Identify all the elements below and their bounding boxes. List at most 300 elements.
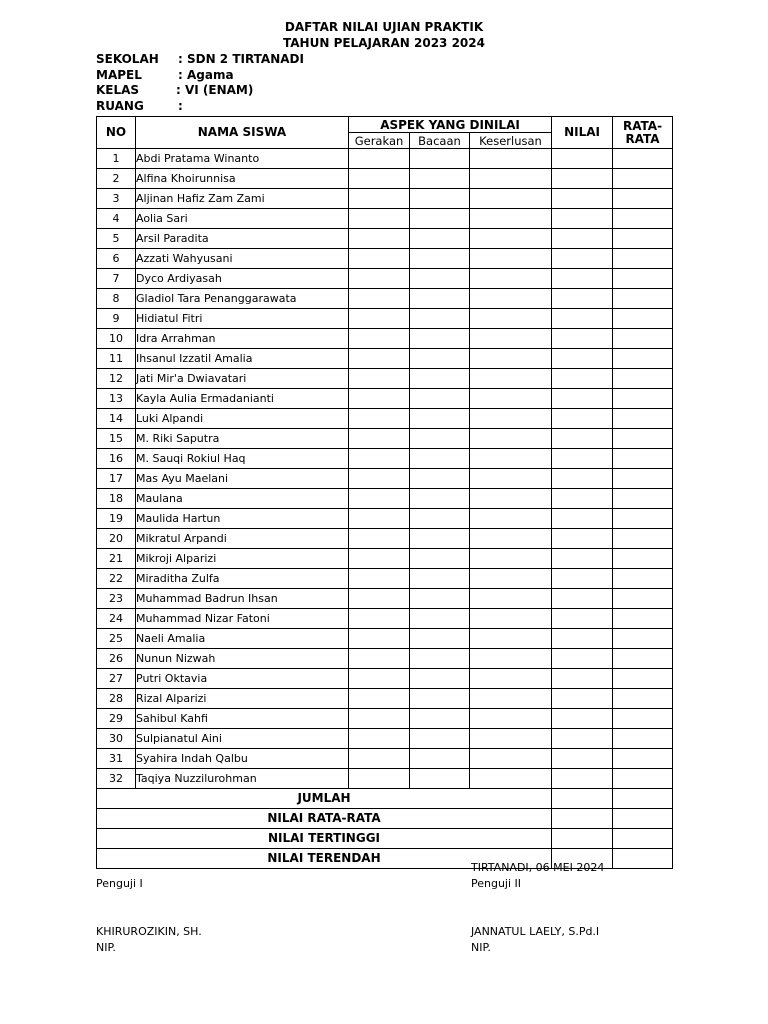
table-row <box>97 509 673 529</box>
summary-rata-rata <box>613 829 673 849</box>
score-nilai <box>552 229 613 249</box>
student-name: Ihsanul Izzatil Amalia <box>136 349 349 369</box>
score-keserlusan <box>470 589 552 609</box>
info-value: : SDN 2 TIRTANADI <box>178 52 304 66</box>
row-number: 12 <box>97 369 136 389</box>
student-name: Hidiatul Fitri <box>136 309 349 329</box>
summary-row <box>97 809 673 829</box>
score-gerakan <box>349 449 410 469</box>
info-label: RUANG <box>96 99 144 113</box>
student-name: Alfina Khoirunnisa <box>136 169 349 189</box>
place-date: TIRTANADI, 06 MEI 2024 <box>471 861 605 874</box>
row-number: 28 <box>97 689 136 709</box>
score-rata-rata <box>613 369 673 389</box>
student-name: Idra Arrahman <box>136 329 349 349</box>
table-row <box>97 489 673 509</box>
score-keserlusan <box>470 189 552 209</box>
score-gerakan <box>349 409 410 429</box>
score-bacaan <box>410 649 470 669</box>
score-bacaan <box>410 389 470 409</box>
column-header-aspek: ASPEK YANG DINILAI <box>349 117 552 133</box>
row-number: 17 <box>97 469 136 489</box>
score-gerakan <box>349 589 410 609</box>
row-number: 15 <box>97 429 136 449</box>
score-rata-rata <box>613 669 673 689</box>
score-nilai <box>552 489 613 509</box>
row-number: 24 <box>97 609 136 629</box>
row-number: 7 <box>97 269 136 289</box>
score-nilai <box>552 509 613 529</box>
student-name: Sahibul Kahfi <box>136 709 349 729</box>
row-number: 23 <box>97 589 136 609</box>
row-number: 27 <box>97 669 136 689</box>
score-rata-rata <box>613 389 673 409</box>
score-bacaan <box>410 189 470 209</box>
score-gerakan <box>349 269 410 289</box>
score-keserlusan <box>470 649 552 669</box>
row-number: 21 <box>97 549 136 569</box>
score-bacaan <box>410 729 470 749</box>
score-bacaan <box>410 669 470 689</box>
rata-line1: RATA- <box>622 118 663 133</box>
student-name: Miraditha Zulfa <box>136 569 349 589</box>
table-row <box>97 729 673 749</box>
score-nilai <box>552 629 613 649</box>
score-gerakan <box>349 669 410 689</box>
summary-rata-rata <box>613 809 673 829</box>
score-rata-rata <box>613 169 673 189</box>
row-number: 5 <box>97 229 136 249</box>
row-number: 26 <box>97 649 136 669</box>
score-gerakan <box>349 549 410 569</box>
score-gerakan <box>349 749 410 769</box>
score-nilai <box>552 589 613 609</box>
info-mapel <box>96 67 234 83</box>
student-name: Taqiya Nuzzilurohman <box>136 769 349 789</box>
score-gerakan <box>349 529 410 549</box>
summary-label: JUMLAH <box>97 789 552 809</box>
score-gerakan <box>349 629 410 649</box>
student-name: Mas Ayu Maelani <box>136 469 349 489</box>
score-gerakan <box>349 729 410 749</box>
table-row <box>97 269 673 289</box>
score-bacaan <box>410 269 470 289</box>
score-nilai <box>552 469 613 489</box>
student-name: Maulana <box>136 489 349 509</box>
score-bacaan <box>410 429 470 449</box>
score-keserlusan <box>470 709 552 729</box>
score-nilai <box>552 569 613 589</box>
examiner1-name: KHIRUROZIKIN, SH. <box>96 925 202 938</box>
score-nilai <box>552 749 613 769</box>
score-keserlusan <box>470 169 552 189</box>
score-nilai <box>552 329 613 349</box>
summary-nilai <box>552 809 613 829</box>
table-row <box>97 689 673 709</box>
table-row <box>97 149 673 169</box>
student-name: Muhammad Badrun Ihsan <box>136 589 349 609</box>
score-rata-rata <box>613 689 673 709</box>
score-nilai <box>552 609 613 629</box>
table-row <box>97 349 673 369</box>
table-row <box>97 289 673 309</box>
student-name: M. Riki Saputra <box>136 429 349 449</box>
column-header-no: NO <box>97 117 136 149</box>
score-rata-rata <box>613 549 673 569</box>
table-row <box>97 769 673 789</box>
score-keserlusan <box>470 209 552 229</box>
table-row <box>97 249 673 269</box>
score-keserlusan <box>470 429 552 449</box>
score-keserlusan <box>470 769 552 789</box>
score-rata-rata <box>613 629 673 649</box>
student-name: Mikratul Arpandi <box>136 529 349 549</box>
row-number: 18 <box>97 489 136 509</box>
score-keserlusan <box>470 509 552 529</box>
student-name: M. Sauqi Rokiul Haq <box>136 449 349 469</box>
student-name: Muhammad Nizar Fatoni <box>136 609 349 629</box>
score-gerakan <box>349 189 410 209</box>
student-name: Rizal Alparizi <box>136 689 349 709</box>
student-name: Azzati Wahyusani <box>136 249 349 269</box>
student-name: Jati Mir'a Dwiavatari <box>136 369 349 389</box>
score-keserlusan <box>470 409 552 429</box>
score-nilai <box>552 669 613 689</box>
score-nilai <box>552 149 613 169</box>
score-keserlusan <box>470 549 552 569</box>
summary-rata-rata <box>613 849 673 869</box>
table-row <box>97 629 673 649</box>
score-rata-rata <box>613 529 673 549</box>
score-rata-rata <box>613 249 673 269</box>
score-bacaan <box>410 769 470 789</box>
score-bacaan <box>410 589 470 609</box>
score-bacaan <box>410 509 470 529</box>
score-gerakan <box>349 769 410 789</box>
score-gerakan <box>349 509 410 529</box>
score-gerakan <box>349 249 410 269</box>
score-gerakan <box>349 709 410 729</box>
score-gerakan <box>349 169 410 189</box>
score-gerakan <box>349 609 410 629</box>
row-number: 10 <box>97 329 136 349</box>
examiner1-title: Penguji I <box>96 877 143 890</box>
score-nilai <box>552 709 613 729</box>
score-keserlusan <box>470 629 552 649</box>
score-keserlusan <box>470 609 552 629</box>
table-row <box>97 589 673 609</box>
info-ruang <box>96 98 183 114</box>
student-name: Naeli Amalia <box>136 629 349 649</box>
row-number: 30 <box>97 729 136 749</box>
grades-table <box>96 116 673 869</box>
student-name: Kayla Aulia Ermadanianti <box>136 389 349 409</box>
student-name: Arsil Paradita <box>136 229 349 249</box>
info-kelas <box>96 82 253 98</box>
score-nilai <box>552 409 613 429</box>
table-row <box>97 329 673 349</box>
score-rata-rata <box>613 189 673 209</box>
table-row <box>97 229 673 249</box>
score-gerakan <box>349 209 410 229</box>
score-keserlusan <box>470 249 552 269</box>
score-keserlusan <box>470 489 552 509</box>
row-number: 3 <box>97 189 136 209</box>
column-header-nama: NAMA SISWA <box>136 117 349 149</box>
summary-row <box>97 829 673 849</box>
score-bacaan <box>410 169 470 189</box>
score-keserlusan <box>470 449 552 469</box>
row-number: 22 <box>97 569 136 589</box>
score-bacaan <box>410 149 470 169</box>
student-name: Aolia Sari <box>136 209 349 229</box>
score-keserlusan <box>470 569 552 589</box>
row-number: 31 <box>97 749 136 769</box>
score-rata-rata <box>613 569 673 589</box>
score-gerakan <box>349 369 410 389</box>
score-keserlusan <box>470 269 552 289</box>
summary-rata-rata <box>613 789 673 809</box>
table-row <box>97 169 673 189</box>
examiner1-nip: NIP. <box>96 941 116 954</box>
table-row <box>97 709 673 729</box>
score-bacaan <box>410 489 470 509</box>
score-keserlusan <box>470 349 552 369</box>
score-keserlusan <box>470 469 552 489</box>
score-nilai <box>552 389 613 409</box>
row-number: 11 <box>97 349 136 369</box>
score-gerakan <box>349 429 410 449</box>
score-gerakan <box>349 349 410 369</box>
table-row <box>97 409 673 429</box>
rata-line2: RATA <box>625 131 660 146</box>
table-row <box>97 389 673 409</box>
score-rata-rata <box>613 609 673 629</box>
table-row <box>97 529 673 549</box>
score-keserlusan <box>470 729 552 749</box>
student-name: Nunun Nizwah <box>136 649 349 669</box>
row-number: 8 <box>97 289 136 309</box>
score-nilai <box>552 729 613 749</box>
score-nilai <box>552 189 613 209</box>
info-value: : VI (ENAM) <box>176 83 254 97</box>
score-gerakan <box>349 569 410 589</box>
score-bacaan <box>410 449 470 469</box>
row-number: 20 <box>97 529 136 549</box>
score-keserlusan <box>470 389 552 409</box>
row-number: 29 <box>97 709 136 729</box>
score-gerakan <box>349 309 410 329</box>
student-name: Dyco Ardiyasah <box>136 269 349 289</box>
row-number: 32 <box>97 769 136 789</box>
score-nilai <box>552 349 613 369</box>
score-rata-rata <box>613 469 673 489</box>
student-name: Aljinan Hafiz Zam Zami <box>136 189 349 209</box>
student-name: Sulpianatul Aini <box>136 729 349 749</box>
row-number: 16 <box>97 449 136 469</box>
examiner2-title: Penguji II <box>471 877 522 890</box>
score-nilai <box>552 649 613 669</box>
score-bacaan <box>410 289 470 309</box>
score-bacaan <box>410 529 470 549</box>
score-bacaan <box>410 569 470 589</box>
student-name: Abdi Pratama Winanto <box>136 149 349 169</box>
score-rata-rata <box>613 509 673 529</box>
score-keserlusan <box>470 529 552 549</box>
examiner2-name: JANNATUL LAELY, S.Pd.I <box>471 925 600 938</box>
score-rata-rata <box>613 409 673 429</box>
score-rata-rata <box>613 489 673 509</box>
score-gerakan <box>349 689 410 709</box>
column-header-nilai: NILAI <box>552 117 613 149</box>
student-name: Putri Oktavia <box>136 669 349 689</box>
score-rata-rata <box>613 149 673 169</box>
info-label: KELAS <box>96 83 140 97</box>
row-number: 4 <box>97 209 136 229</box>
document-subtitle: TAHUN PELAJARAN 2023 2024 <box>283 36 485 50</box>
score-keserlusan <box>470 289 552 309</box>
student-name: Gladiol Tara Penanggarawata <box>136 289 349 309</box>
score-rata-rata <box>613 269 673 289</box>
score-bacaan <box>410 349 470 369</box>
score-rata-rata <box>613 429 673 449</box>
score-gerakan <box>349 389 410 409</box>
score-rata-rata <box>613 289 673 309</box>
row-number: 9 <box>97 309 136 329</box>
summary-nilai <box>552 789 613 809</box>
score-bacaan <box>410 609 470 629</box>
student-name: Syahira Indah Qalbu <box>136 749 349 769</box>
score-bacaan <box>410 749 470 769</box>
score-bacaan <box>410 709 470 729</box>
table-row <box>97 669 673 689</box>
score-bacaan <box>410 309 470 329</box>
score-nilai <box>552 209 613 229</box>
info-label: SEKOLAH <box>96 52 159 66</box>
score-nilai <box>552 269 613 289</box>
score-nilai <box>552 289 613 309</box>
info-label: MAPEL <box>96 68 142 82</box>
score-rata-rata <box>613 589 673 609</box>
score-bacaan <box>410 549 470 569</box>
table-row <box>97 569 673 589</box>
score-gerakan <box>349 229 410 249</box>
score-nilai <box>552 249 613 269</box>
row-number: 14 <box>97 409 136 429</box>
document-title: DAFTAR NILAI UJIAN PRAKTIK <box>284 20 484 34</box>
score-nilai <box>552 549 613 569</box>
score-rata-rata <box>613 729 673 749</box>
score-bacaan <box>410 629 470 649</box>
score-rata-rata <box>613 769 673 789</box>
row-number: 19 <box>97 509 136 529</box>
summary-label: NILAI TERTINGGI <box>97 829 552 849</box>
score-bacaan <box>410 469 470 489</box>
score-nilai <box>552 449 613 469</box>
table-row <box>97 609 673 629</box>
score-gerakan <box>349 489 410 509</box>
info-sekolah <box>96 51 304 67</box>
score-nilai <box>552 769 613 789</box>
score-bacaan <box>410 209 470 229</box>
student-name: Maulida Hartun <box>136 509 349 529</box>
row-number: 1 <box>97 149 136 169</box>
table-row <box>97 749 673 769</box>
score-bacaan <box>410 229 470 249</box>
column-header-bacaan: Bacaan <box>410 133 470 149</box>
table-row <box>97 189 673 209</box>
row-number: 13 <box>97 389 136 409</box>
table-row <box>97 369 673 389</box>
score-bacaan <box>410 409 470 429</box>
student-name: Mikroji Alparizi <box>136 549 349 569</box>
score-keserlusan <box>470 749 552 769</box>
table-row <box>97 429 673 449</box>
score-gerakan <box>349 649 410 669</box>
score-rata-rata <box>613 329 673 349</box>
info-value: : Agama <box>178 68 234 82</box>
score-bacaan <box>410 369 470 389</box>
score-nilai <box>552 689 613 709</box>
score-bacaan <box>410 249 470 269</box>
row-number: 25 <box>97 629 136 649</box>
score-nilai <box>552 429 613 449</box>
table-row <box>97 449 673 469</box>
score-gerakan <box>349 329 410 349</box>
score-keserlusan <box>470 689 552 709</box>
table-row <box>97 649 673 669</box>
score-gerakan <box>349 149 410 169</box>
row-number: 6 <box>97 249 136 269</box>
score-nilai <box>552 309 613 329</box>
score-bacaan <box>410 689 470 709</box>
column-header-keserlusan: Keserlusan <box>470 133 552 149</box>
examiner2-nip: NIP. <box>471 941 491 954</box>
score-rata-rata <box>613 349 673 369</box>
score-rata-rata <box>613 309 673 329</box>
score-nilai <box>552 369 613 389</box>
table-row <box>97 549 673 569</box>
info-value: : <box>178 99 183 113</box>
summary-label: NILAI TERENDAH <box>97 849 552 869</box>
score-keserlusan <box>470 309 552 329</box>
score-keserlusan <box>470 669 552 689</box>
score-rata-rata <box>613 449 673 469</box>
table-row <box>97 469 673 489</box>
row-number: 2 <box>97 169 136 189</box>
score-keserlusan <box>470 329 552 349</box>
score-gerakan <box>349 469 410 489</box>
score-nilai <box>552 529 613 549</box>
summary-row <box>97 789 673 809</box>
summary-nilai <box>552 829 613 849</box>
column-header-gerakan: Gerakan <box>349 133 410 149</box>
score-gerakan <box>349 289 410 309</box>
score-keserlusan <box>470 149 552 169</box>
score-rata-rata <box>613 229 673 249</box>
score-rata-rata <box>613 209 673 229</box>
table-row <box>97 209 673 229</box>
summary-label: NILAI RATA-RATA <box>97 809 552 829</box>
score-rata-rata <box>613 749 673 769</box>
student-name: Luki Alpandi <box>136 409 349 429</box>
table-row <box>97 309 673 329</box>
column-header-rata-rata <box>613 117 673 149</box>
score-bacaan <box>410 329 470 349</box>
score-keserlusan <box>470 229 552 249</box>
score-rata-rata <box>613 709 673 729</box>
score-rata-rata <box>613 649 673 669</box>
